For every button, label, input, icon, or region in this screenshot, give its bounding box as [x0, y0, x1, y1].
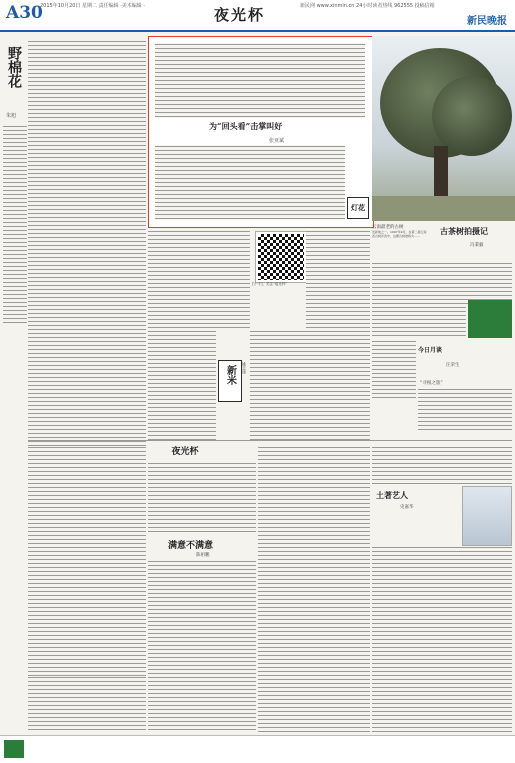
- tree-photo: [372, 36, 515, 221]
- ground: [372, 196, 515, 221]
- feature-title: 为“回头看”击掌叫好: [209, 121, 283, 131]
- bottom-col-left: [28, 446, 146, 676]
- bottom-col-center-2: [148, 560, 256, 732]
- section-title: 夜光杯: [214, 6, 266, 24]
- page-header: [0, 0, 515, 32]
- left-column-author: 朱旭: [6, 113, 17, 119]
- bottom-author: 陈祖鹏: [196, 553, 210, 558]
- left-column-body-narrow: [3, 125, 27, 325]
- right-article-author: 冯秉毅: [470, 243, 484, 248]
- xinmi-label-text: 新米: [224, 365, 236, 385]
- left-column-title-text: 野棉花: [6, 46, 22, 88]
- photo-caption-text: 发新地之一。1997年9月，在第二届云南省古树评选中，这棵古树被称为……: [372, 230, 427, 238]
- bottom-col-right-top: [372, 446, 512, 486]
- site-line: 新民网 www.xinmin.cn 24小时读者热线 962555 投稿信箱: [300, 3, 435, 9]
- qr-code: [256, 232, 306, 282]
- left-column-title: [4, 46, 24, 106]
- bottom-col-center: [148, 462, 256, 532]
- right-body-2: [372, 306, 466, 338]
- middle-col-1: [148, 230, 250, 328]
- right-lower-body: [418, 388, 512, 430]
- right-article-title: 古茶树拍摄记: [440, 226, 488, 236]
- bottom-right-author: 史嘉华: [400, 505, 414, 510]
- xinmi-col-right: [250, 330, 370, 440]
- xinmi-label: [218, 360, 242, 402]
- feature-stamp: 灯花: [347, 197, 369, 219]
- right-lower-subtitle: “寻根之旅”: [420, 381, 443, 386]
- date-line: 2015年10月20日 星期二 责任编辑 ·美术编辑 ·: [40, 3, 145, 9]
- right-ad-box: [468, 300, 512, 338]
- feature-body-bottom: [155, 145, 345, 220]
- bottom-col-right: [372, 546, 512, 732]
- right-lower-author: 汪荣生: [446, 363, 460, 368]
- middle-col-2: [306, 230, 370, 328]
- feature-box: [148, 36, 374, 228]
- bottom-title: 满意不满意: [168, 541, 214, 551]
- right-lower-head: 今日月谈: [418, 347, 443, 354]
- section-divider: [28, 440, 512, 441]
- xinmi-author: 姚志康: [242, 362, 247, 374]
- footer-logo: [4, 740, 24, 758]
- page-number: A30: [6, 3, 43, 23]
- feature-body-top: [155, 43, 365, 118]
- photo-caption-title: 云南最老的古树: [372, 225, 404, 230]
- tree-crown-side: [432, 76, 512, 156]
- footer-strip: [0, 735, 515, 763]
- middle-right-body: [372, 340, 416, 400]
- qr-caption: 扫一扫，关注“夜光杯”: [252, 282, 288, 286]
- bottom-logo: 夜光杯: [171, 447, 199, 457]
- bottom-col-mid: [258, 446, 370, 732]
- feature-author: 张亚斌: [269, 138, 285, 144]
- right-article-body: [372, 262, 512, 304]
- xinmi-col-left: [148, 330, 216, 440]
- bottom-right-title: 土著艺人: [376, 490, 408, 500]
- figure-illustration: [462, 486, 512, 546]
- paper-name: 新民晚报: [467, 16, 507, 27]
